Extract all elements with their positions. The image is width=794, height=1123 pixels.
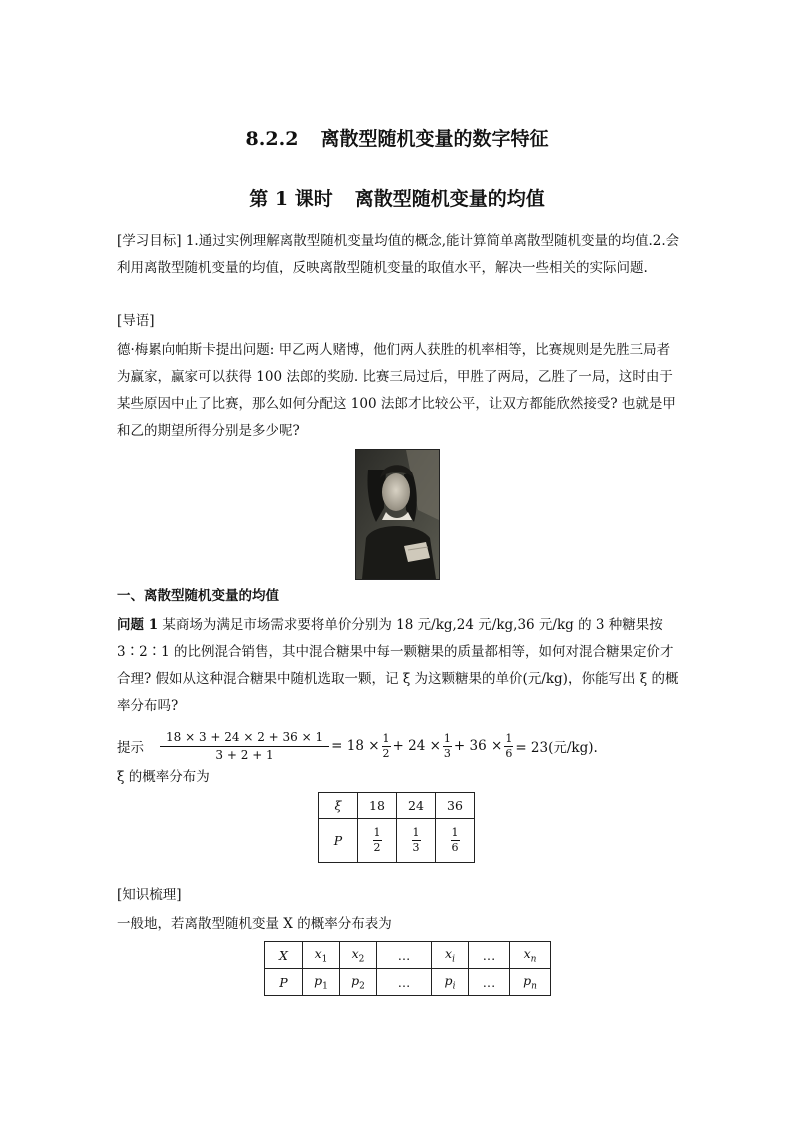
subscript: n [531,981,537,992]
x-distribution-table [264,941,551,996]
prob-fraction [373,826,382,855]
table-cell: … [469,969,510,996]
table-cell [436,819,475,863]
weighted-average-fraction [160,729,329,764]
var-x: x [523,945,531,961]
table-cell: … [469,942,510,969]
table-cell [303,942,340,969]
intro-tag: [导语] [117,313,155,329]
fraction-numerator: 1 [382,731,390,745]
fraction-denominator: 3 + 2 + 1 [215,747,274,762]
pascal-portrait [355,449,440,580]
fraction-numerator: 1 [412,826,420,839]
var-p: p [351,972,360,988]
dist-intro: ξ 的概率分布为 [117,769,210,785]
table-cell [510,942,551,969]
lesson-title [0,184,794,211]
subscript: 2 [358,954,365,965]
learning-objectives [117,228,683,282]
table-cell [397,819,436,863]
prob-fraction [412,826,421,855]
table-cell [303,969,340,996]
table-cell: 24 [397,793,436,819]
subscript: n [530,954,537,965]
table-cell: 36 [436,793,475,819]
fraction-denominator: 6 [451,841,459,854]
table-cell [340,942,377,969]
intro-text: 德·梅累向帕斯卡提出问题: 甲乙两人赌博，他们两人获胜的机率相等，比赛规则是先胜三局者为赢家，赢家可以获得 100 法郎的奖励. 比赛三局过后，甲胜了两局，乙胜了一局，这时由于某些原因中止了比赛，那么如何分配这 100 法郎才比较公平，让双方都能欣然接受? 也就是甲和乙的期望所得分别是多少呢? [117,342,676,439]
knowledge-tag: [知识梳理] [117,887,182,903]
prob-fraction [451,826,460,855]
table-cell [358,819,397,863]
table-cell: … [377,969,432,996]
xi-distribution-table [318,792,475,863]
section-title [0,124,794,151]
lesson-title-text: 离散型随机变量的均值 [354,188,545,210]
fraction-numerator: 18 × 3 + 24 × 2 + 36 × 1 [160,729,329,747]
subscript: 1 [321,954,328,965]
table-cell [340,969,377,996]
fraction-sixth [504,732,513,761]
fraction-denominator: 3 [443,746,451,760]
var-x: x [445,945,453,961]
fraction-numerator: 1 [451,826,459,839]
subscript: 2 [359,981,365,992]
fraction-third [443,732,452,761]
subscript: 1 [322,981,328,992]
table-x-label: X [265,942,303,969]
fraction-denominator: 2 [373,841,381,854]
fraction-denominator: 3 [412,841,420,854]
fraction-half [382,732,391,761]
section-title-text: 离散型随机变量的数字特征 [320,128,549,150]
hint-formula [117,724,598,768]
subscript: i [452,954,455,965]
question-1 [117,612,683,720]
fraction-numerator: 1 [373,826,381,839]
objectives-text: 1.通过实例理解离散型随机变量均值的概念,能计算简单离散型随机变量的均值.2.会利用离散型随机变量的均值，反映离散型随机变量的取值水平，解决一些相关的实际问题. [117,233,680,276]
var-p: p [444,972,453,988]
part1-heading: 一、离散型随机变量的均值 [117,588,279,604]
objectives-tag: [学习目标] [117,233,182,249]
table-cell [432,942,469,969]
formula-result: = 23(元/kg). [515,740,598,756]
var-x: x [351,945,359,961]
fraction-numerator: 1 [505,731,513,745]
formula-plus2: + 36 × [453,738,503,754]
table-p-label: P [265,969,303,996]
fraction-denominator: 2 [382,746,390,760]
table-cell: 18 [358,793,397,819]
table-p-label: P [319,819,358,863]
var-p: p [523,972,532,988]
formula-plus1: + 24 × [392,738,441,754]
subscript: i [452,981,456,992]
table-cell: … [377,942,432,969]
section-number: 8.2.2 [245,128,299,150]
lesson-number: 第 1 课时 [249,188,333,210]
table-header-xi: ξ [319,793,358,819]
table-cell [432,969,469,996]
fraction-denominator: 6 [505,746,513,760]
portrait-image [356,450,439,579]
question-text: 某商场为满足市场需求要将单价分别为 18 元/kg,24 元/kg,36 元/kg 的 3 种糖果按 3∶2∶1 的比例混合销售，其中混合糖果中每一颗糖果的质量都相等，如何对混合糖果定价才合理? 假如从这种混合糖果中随机选取一颗，记 ξ 为这颗糖果的单价(元/kg)，你能写出 ξ 的概率分布吗? [117,617,679,714]
var-p: p [314,972,323,988]
hint-label: 提示 [117,740,144,756]
question-label: 问题 1 [117,617,159,633]
var-x: x [314,945,322,961]
table-cell [510,969,551,996]
formula-eq1: = 18 × [331,738,380,754]
knowledge-text: 一般地，若离散型随机变量 X 的概率分布表为 [117,916,392,932]
fraction-numerator: 1 [443,731,451,745]
